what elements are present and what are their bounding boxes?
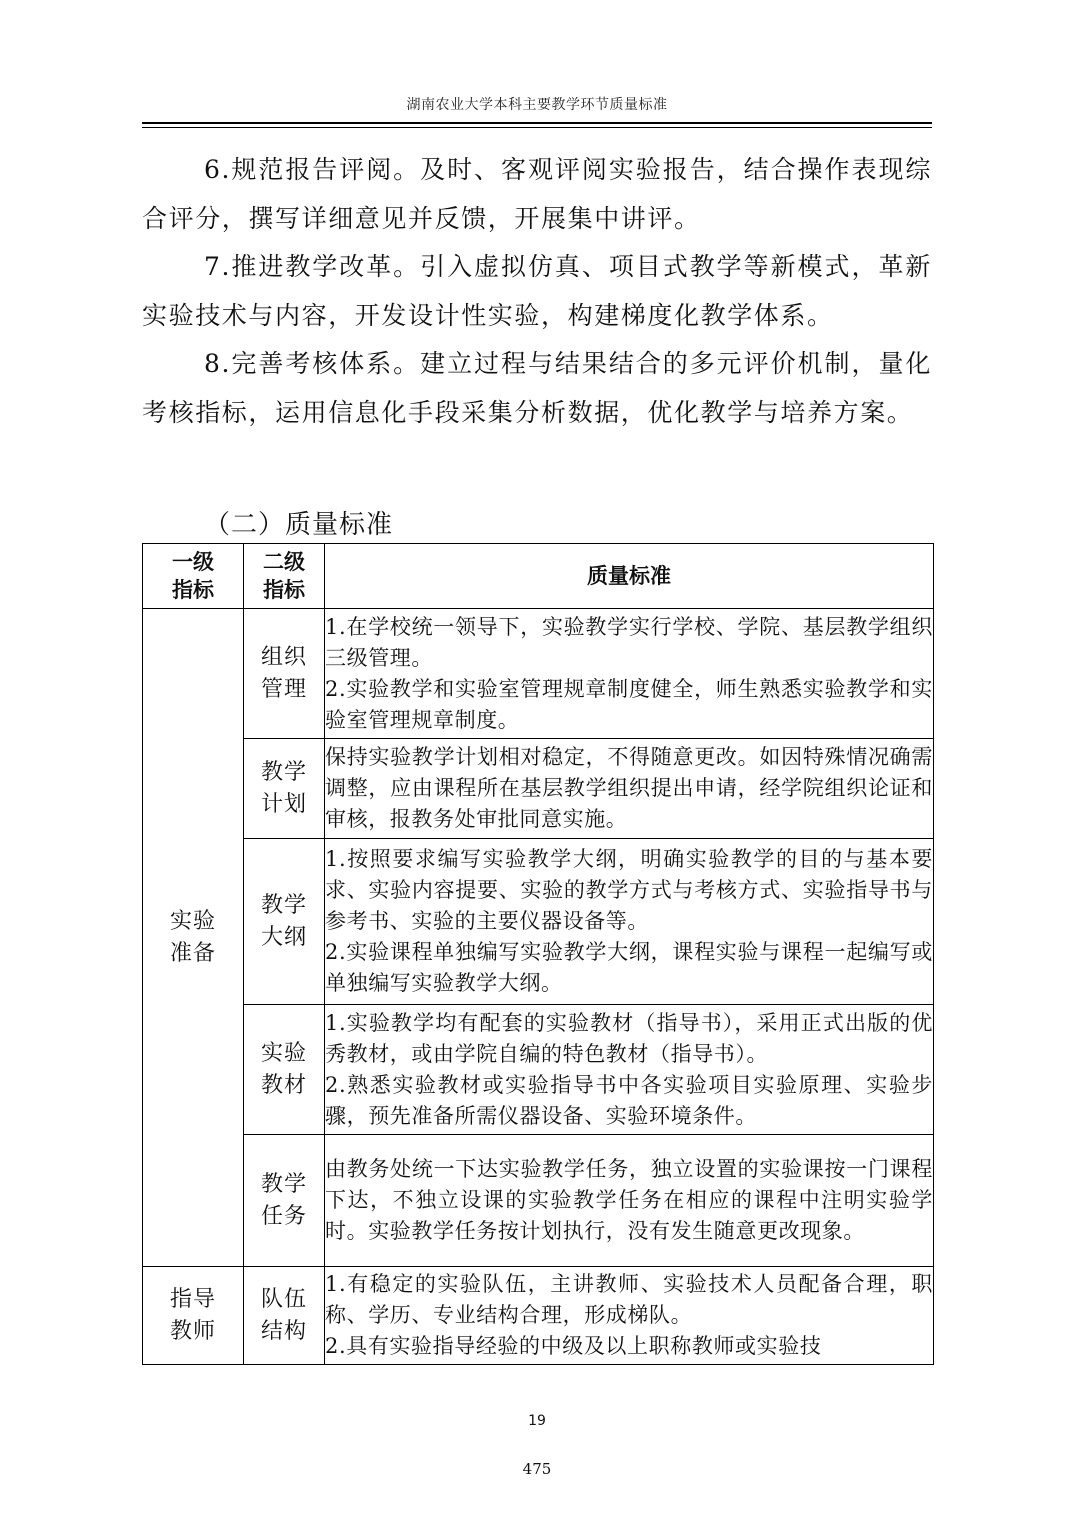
level2-text: 实验教材	[260, 1040, 307, 1098]
level1-cell	[143, 609, 244, 1267]
standard-cell	[325, 609, 934, 739]
header-rule	[142, 122, 932, 124]
level2-cell	[244, 1135, 325, 1267]
header-level2	[244, 544, 325, 609]
standard-line: 由教务处统一下达实验教学任务，独立设置的实验课按一门课程下达，不独立设课的实验教学任务在相应的课程中注明实验学时。实验教学任务按计划执行，没有发生随意更改现象。	[325, 1157, 933, 1243]
header-level2-text: 二级指标	[263, 550, 305, 602]
level2-cell	[244, 1267, 325, 1365]
level2-cell	[244, 739, 325, 839]
standard-cell	[325, 1135, 934, 1267]
level2-text: 组织管理	[260, 644, 307, 702]
level1-text: 指导教师	[169, 1286, 216, 1344]
level2-cell	[244, 839, 325, 1005]
header-level1	[143, 544, 244, 609]
level1-cell	[143, 1267, 244, 1365]
standard-cell	[325, 739, 934, 839]
header-rule-thin	[142, 127, 932, 128]
paragraph-8: 8.完善考核体系。建立过程与结果结合的多元评价机制，量化考核指标，运用信息化手段采集分析数据，优化教学与培养方案。	[142, 349, 932, 427]
table-row	[143, 609, 934, 739]
standard-cell	[325, 1267, 934, 1365]
standard-line: 2.实验教学和实验室管理规章制度健全，师生熟悉实验教学和实验室管理规章制度。	[325, 676, 933, 732]
level2-text: 教学大纲	[260, 892, 307, 950]
header-level1-text: 一级指标	[172, 550, 214, 602]
table-row	[143, 1135, 934, 1267]
body-text	[142, 146, 932, 437]
table-row	[143, 1267, 934, 1365]
level2-text: 教学计划	[260, 759, 307, 817]
level2-cell	[244, 609, 325, 739]
page-number: 19	[528, 1413, 546, 1429]
standard-line: 1.实验教学均有配套的实验教材（指导书），采用正式出版的优秀教材，或由学院自编的特色教材（指导书）。	[325, 1010, 933, 1066]
level2-cell	[244, 1005, 325, 1135]
standard-line: 1.有稳定的实验队伍，主讲教师、实验技术人员配备合理，职称、学历、专业结构合理，形成梯队。	[325, 1272, 933, 1327]
table-row	[143, 739, 934, 839]
header-standard: 质量标准	[325, 544, 934, 609]
level1-text: 实验准备	[169, 908, 216, 966]
table-header-row	[143, 544, 934, 609]
paragraph-6: 6.规范报告评阅。及时、客观评阅实验报告，结合操作表现综合评分，撰写详细意见并反馈，开展集中讲评。	[142, 155, 932, 233]
table-row	[143, 839, 934, 1005]
volume-page-number: 475	[522, 1460, 552, 1478]
section-title: （二）质量标准	[204, 510, 394, 540]
level2-text: 队伍结构	[260, 1286, 307, 1344]
running-header: 湖南农业大学本科主要教学环节质量标准	[406, 97, 668, 113]
standard-line: 保持实验教学计划相对稳定，不得随意更改。如因特殊情况确需调整，应由课程所在基层教学组织提出申请，经学院组织论证和审核，报教务处审批同意实施。	[325, 745, 933, 831]
standard-line: 1.在学校统一领导下，实验教学实行学校、学院、基层教学组织三级管理。	[325, 614, 933, 670]
standard-cell	[325, 839, 934, 1005]
standard-line: 2.具有实验指导经验的中级及以上职称教师或实验技	[325, 1334, 822, 1358]
standard-line: 1.按照要求编写实验教学大纲，明确实验教学的目的与基本要求、实验内容提要、实验的教学方式与考核方式、实验指导书与参考书、实验的主要仪器设备等。	[325, 847, 933, 933]
quality-standard-table	[142, 543, 934, 1365]
level2-text: 教学任务	[260, 1171, 307, 1229]
standard-line: 2.实验课程单独编写实验教学大纲，课程实验与课程一起编写或单独编写实验教学大纲。	[325, 940, 933, 995]
standard-cell	[325, 1005, 934, 1135]
paragraph-7: 7.推进教学改革。引入虚拟仿真、项目式教学等新模式，革新实验技术与内容，开发设计性实验，构建梯度化教学体系。	[142, 252, 932, 330]
standard-line: 2.熟悉实验教材或实验指导书中各实验项目实验原理、实验步骤，预先准备所需仪器设备、实验环境条件。	[325, 1072, 933, 1128]
table-row	[143, 1005, 934, 1135]
